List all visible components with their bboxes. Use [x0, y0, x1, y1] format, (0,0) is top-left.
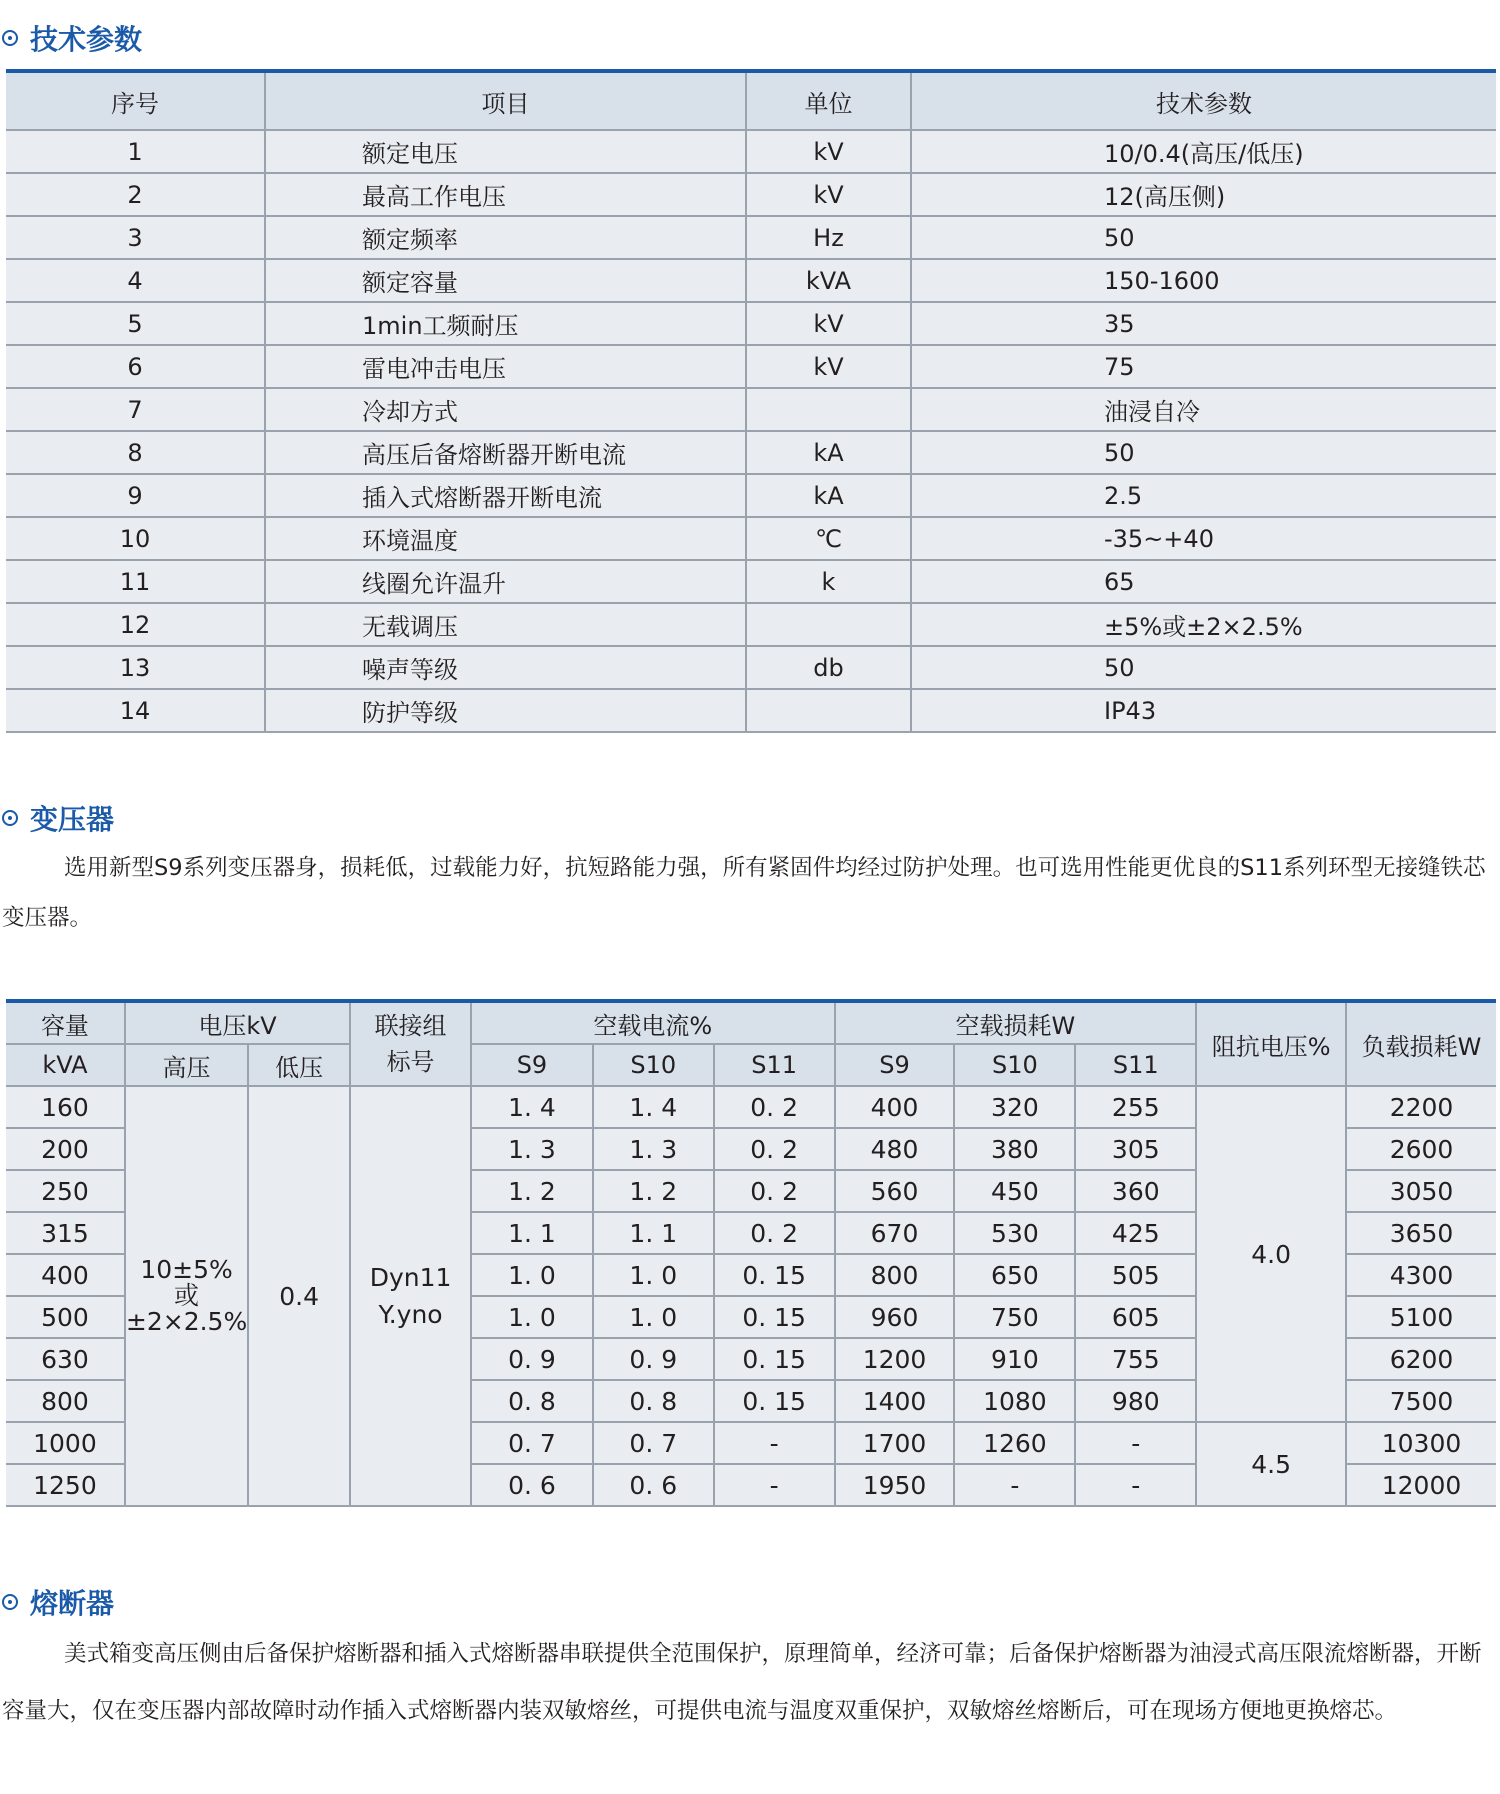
cell-no: 10: [6, 517, 265, 560]
cell-loss-s11: -: [1075, 1422, 1196, 1464]
cell-impedance-b: 4.5: [1196, 1422, 1346, 1506]
header-capacity-2: kVA: [6, 1044, 125, 1086]
header-group-line1: 联接组: [374, 1012, 447, 1040]
header-loss-s9: S9: [835, 1044, 955, 1086]
header-low: 低压: [248, 1044, 350, 1086]
col-header-unit: 单位: [746, 71, 911, 130]
section-title-transformer-text: 变压器: [30, 803, 115, 836]
cell-no: 8: [6, 431, 265, 474]
cell-current-s9: 0. 7: [471, 1422, 593, 1464]
cell-loss-s9: 960: [835, 1296, 955, 1338]
cell-loss-s10: 1260: [954, 1422, 1075, 1464]
cell-unit: k: [746, 560, 911, 603]
cell-current-s10: 1. 2: [593, 1170, 714, 1212]
header-noload-current: 空载电流%: [471, 1001, 835, 1044]
table-row: [6, 259, 1496, 302]
cell-unit: [746, 689, 911, 732]
section-title-transformer: [2, 798, 114, 838]
cell-param: 12(高压侧): [911, 173, 1496, 216]
cell-current-s11: 0. 2: [714, 1212, 835, 1254]
target-circle-icon: [2, 810, 18, 826]
cell-item: 冷却方式: [265, 388, 746, 431]
header-current-s10: S10: [593, 1044, 714, 1086]
cell-load-loss: 3650: [1346, 1212, 1496, 1254]
table-row: [6, 1086, 1496, 1128]
cell-loss-s11: 425: [1075, 1212, 1196, 1254]
header-noload-loss: 空载损耗W: [835, 1001, 1197, 1044]
cell-current-s11: 0. 15: [714, 1254, 835, 1296]
cell-current-s9: 0. 9: [471, 1338, 593, 1380]
header-group-line2: 标号: [386, 1048, 435, 1076]
table-row: [6, 431, 1496, 474]
header-current-s11: S11: [714, 1044, 835, 1086]
cell-item: 线圈允许温升: [265, 560, 746, 603]
cell-no: 13: [6, 646, 265, 689]
cell-current-s10: 0. 8: [593, 1380, 714, 1422]
cell-current-s10: 1. 0: [593, 1254, 714, 1296]
cell-no: 2: [6, 173, 265, 216]
cell-loss-s10: 650: [954, 1254, 1075, 1296]
cell-capacity: 315: [6, 1212, 125, 1254]
table-row: [6, 603, 1496, 646]
cell-unit: Hz: [746, 216, 911, 259]
cell-no: 1: [6, 130, 265, 173]
table-row: [6, 646, 1496, 689]
header-capacity-1: 容量: [6, 1001, 125, 1044]
col-header-no: 序号: [6, 71, 265, 130]
cell-param: 35: [911, 302, 1496, 345]
cell-current-s11: 0. 15: [714, 1338, 835, 1380]
cell-param: 10/0.4(高压/低压): [911, 130, 1496, 173]
cell-param: 150-1600: [911, 259, 1496, 302]
cell-loss-s9: 480: [835, 1128, 955, 1170]
cell-loss-s10: 320: [954, 1086, 1075, 1128]
section-title-fuse-text: 熔断器: [30, 1587, 115, 1620]
cell-loss-s11: 980: [1075, 1380, 1196, 1422]
cell-unit: kV: [746, 345, 911, 388]
cell-load-loss: 2200: [1346, 1086, 1496, 1128]
cell-item: 高压后备熔断器开断电流: [265, 431, 746, 474]
cell-param: 2.5: [911, 474, 1496, 517]
table-row: [6, 689, 1496, 732]
cell-load-loss: 3050: [1346, 1170, 1496, 1212]
cell-no: 5: [6, 302, 265, 345]
cell-current-s9: 1. 1: [471, 1212, 593, 1254]
cell-no: 4: [6, 259, 265, 302]
cell-load-loss: 5100: [1346, 1296, 1496, 1338]
cell-unit: kA: [746, 431, 911, 474]
cell-load-loss: 6200: [1346, 1338, 1496, 1380]
cell-param: 75: [911, 345, 1496, 388]
cell-capacity: 400: [6, 1254, 125, 1296]
table-row: [6, 302, 1496, 345]
cell-unit: kVA: [746, 259, 911, 302]
group-line: Y.yno: [378, 1300, 443, 1329]
cell-param: -35~+40: [911, 517, 1496, 560]
header-load-loss: 负载损耗W: [1346, 1001, 1496, 1086]
cell-current-s11: -: [714, 1422, 835, 1464]
cell-loss-s11: 360: [1075, 1170, 1196, 1212]
cell-low-voltage: 0.4: [248, 1086, 350, 1506]
table-row: [6, 560, 1496, 603]
cell-no: 7: [6, 388, 265, 431]
high-voltage-line: 10±5%: [140, 1255, 233, 1284]
cell-group: [350, 1086, 471, 1506]
cell-loss-s9: 1700: [835, 1422, 955, 1464]
table-header-row: [6, 71, 1496, 130]
table-row: [6, 173, 1496, 216]
cell-item: 环境温度: [265, 517, 746, 560]
cell-loss-s10: 450: [954, 1170, 1075, 1212]
cell-loss-s10: 530: [954, 1212, 1075, 1254]
target-circle-icon: [2, 1594, 18, 1610]
col-header-param: 技术参数: [911, 71, 1496, 130]
header-voltage: 电压kV: [125, 1001, 350, 1044]
cell-param: IP43: [911, 689, 1496, 732]
cell-current-s9: 1. 0: [471, 1254, 593, 1296]
cell-current-s11: 0. 15: [714, 1296, 835, 1338]
cell-loss-s11: 305: [1075, 1128, 1196, 1170]
cell-unit: kV: [746, 130, 911, 173]
cell-current-s9: 1. 3: [471, 1128, 593, 1170]
cell-loss-s11: 605: [1075, 1296, 1196, 1338]
cell-load-loss: 7500: [1346, 1380, 1496, 1422]
cell-no: 6: [6, 345, 265, 388]
cell-param: ±5%或±2×2.5%: [911, 603, 1496, 646]
cell-no: 14: [6, 689, 265, 732]
cell-capacity: 160: [6, 1086, 125, 1128]
cell-unit: kA: [746, 474, 911, 517]
cell-loss-s9: 670: [835, 1212, 955, 1254]
cell-loss-s9: 1950: [835, 1464, 955, 1506]
cell-unit: [746, 388, 911, 431]
cell-no: 11: [6, 560, 265, 603]
cell-current-s10: 1. 1: [593, 1212, 714, 1254]
high-voltage-line: 或: [174, 1281, 200, 1310]
cell-load-loss: 2600: [1346, 1128, 1496, 1170]
cell-param: 油浸自冷: [911, 388, 1496, 431]
cell-current-s11: 0. 15: [714, 1380, 835, 1422]
cell-item: 防护等级: [265, 689, 746, 732]
cell-loss-s9: 560: [835, 1170, 955, 1212]
cell-loss-s10: 380: [954, 1128, 1075, 1170]
cell-capacity: 200: [6, 1128, 125, 1170]
cell-loss-s9: 1200: [835, 1338, 955, 1380]
cell-capacity: 1250: [6, 1464, 125, 1506]
cell-param: 65: [911, 560, 1496, 603]
high-voltage-line: ±2×2.5%: [125, 1307, 248, 1336]
cell-item: 额定容量: [265, 259, 746, 302]
section-title-fuse: [2, 1582, 114, 1622]
cell-item: 噪声等级: [265, 646, 746, 689]
section-title-tech: [2, 18, 142, 58]
cell-current-s10: 0. 7: [593, 1422, 714, 1464]
cell-current-s9: 0. 6: [471, 1464, 593, 1506]
cell-unit: [746, 603, 911, 646]
section-title-tech-text: 技术参数: [30, 23, 143, 56]
cell-current-s9: 1. 0: [471, 1296, 593, 1338]
cell-unit: ℃: [746, 517, 911, 560]
cell-param: 50: [911, 431, 1496, 474]
header-impedance: 阻抗电压%: [1196, 1001, 1346, 1086]
cell-current-s9: 1. 2: [471, 1170, 593, 1212]
cell-loss-s11: 255: [1075, 1086, 1196, 1128]
cell-current-s11: -: [714, 1464, 835, 1506]
cell-current-s10: 0. 9: [593, 1338, 714, 1380]
cell-item: 插入式熔断器开断电流: [265, 474, 746, 517]
cell-capacity: 630: [6, 1338, 125, 1380]
cell-current-s10: 1. 4: [593, 1086, 714, 1128]
header-loss-s10: S10: [954, 1044, 1075, 1086]
cell-no: 3: [6, 216, 265, 259]
header-group: [350, 1001, 471, 1086]
fuse-description: 美式箱变高压侧由后备保护熔断器和插入式熔断器串联提供全范围保护，原理简单，经济可靠；后备保护熔断器为油浸式高压限流熔断器，开断容量大，仅在变压器内部故障时动作插入式熔断器内装双敏熔丝，可提供电流与温度双重保护，双敏熔丝熔断后，可在现场方便地更换熔芯。: [2, 1641, 1482, 1724]
cell-loss-s10: -: [954, 1464, 1075, 1506]
cell-current-s11: 0. 2: [714, 1086, 835, 1128]
cell-capacity: 1000: [6, 1422, 125, 1464]
cell-current-s10: 0. 6: [593, 1464, 714, 1506]
cell-item: 额定频率: [265, 216, 746, 259]
cell-unit: db: [746, 646, 911, 689]
cell-loss-s10: 1080: [954, 1380, 1075, 1422]
cell-load-loss: 12000: [1346, 1464, 1496, 1506]
table-row: [6, 388, 1496, 431]
group-line: Dyn11: [369, 1263, 452, 1292]
transformer-description: 选用新型S9系列变压器身，损耗低，过载能力好，抗短路能力强，所有紧固件均经过防护处理。也可选用性能更优良的S11系列环型无接缝铁芯变压器。: [2, 855, 1486, 931]
header-current-s9: S9: [471, 1044, 593, 1086]
cell-current-s9: 0. 8: [471, 1380, 593, 1422]
cell-capacity: 250: [6, 1170, 125, 1212]
cell-param: 50: [911, 646, 1496, 689]
cell-load-loss: 4300: [1346, 1254, 1496, 1296]
cell-item: 1min工频耐压: [265, 302, 746, 345]
cell-loss-s9: 1400: [835, 1380, 955, 1422]
cell-current-s10: 1. 0: [593, 1296, 714, 1338]
cell-impedance-a: 4.0: [1196, 1086, 1346, 1422]
header-loss-s11: S11: [1075, 1044, 1196, 1086]
cell-no: 9: [6, 474, 265, 517]
cell-current-s11: 0. 2: [714, 1170, 835, 1212]
cell-item: 最高工作电压: [265, 173, 746, 216]
table-row: [6, 517, 1496, 560]
cell-unit: kV: [746, 302, 911, 345]
tech-params-table: [6, 69, 1496, 733]
target-circle-icon: [2, 30, 18, 46]
transformer-table: [6, 999, 1496, 1507]
table-row: [6, 345, 1496, 388]
header-high: 高压: [125, 1044, 248, 1086]
cell-current-s9: 1. 4: [471, 1086, 593, 1128]
cell-loss-s10: 910: [954, 1338, 1075, 1380]
cell-unit: kV: [746, 173, 911, 216]
cell-loss-s11: 755: [1075, 1338, 1196, 1380]
cell-current-s11: 0. 2: [714, 1128, 835, 1170]
cell-capacity: 500: [6, 1296, 125, 1338]
cell-load-loss: 10300: [1346, 1422, 1496, 1464]
cell-loss-s11: -: [1075, 1464, 1196, 1506]
cell-param: 50: [911, 216, 1496, 259]
cell-loss-s9: 400: [835, 1086, 955, 1128]
cell-item: 无载调压: [265, 603, 746, 646]
cell-current-s10: 1. 3: [593, 1128, 714, 1170]
table-header-row: [6, 1001, 1496, 1044]
cell-loss-s9: 800: [835, 1254, 955, 1296]
table-row: [6, 130, 1496, 173]
table-row: [6, 216, 1496, 259]
cell-capacity: 800: [6, 1380, 125, 1422]
cell-no: 12: [6, 603, 265, 646]
cell-loss-s11: 505: [1075, 1254, 1196, 1296]
cell-item: 额定电压: [265, 130, 746, 173]
col-header-item: 项目: [265, 71, 746, 130]
cell-high-voltage: [125, 1086, 248, 1506]
cell-item: 雷电冲击电压: [265, 345, 746, 388]
table-row: [6, 474, 1496, 517]
cell-loss-s10: 750: [954, 1296, 1075, 1338]
